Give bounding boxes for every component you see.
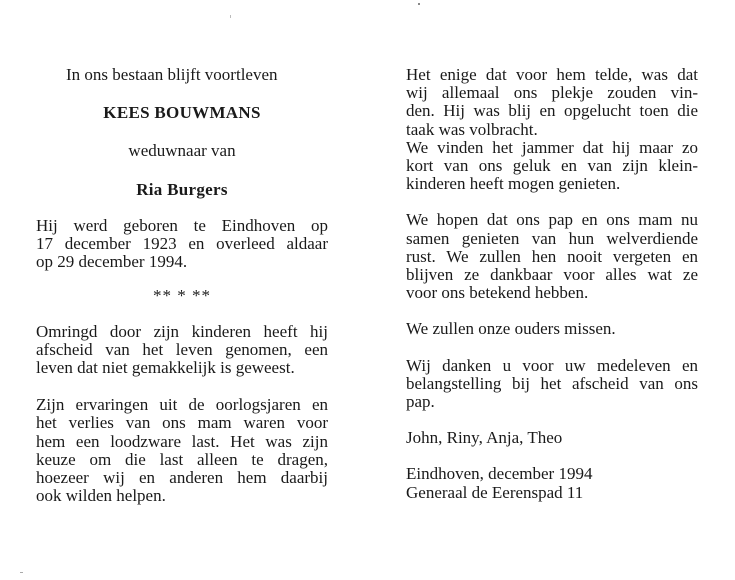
text-line: Zijn ervaringen uit de oorlogsjaren en — [36, 395, 328, 415]
spouse-name: Ria Burgers — [136, 179, 228, 199]
text-line: blijven ze dankbaar voor alles wat ze — [406, 265, 698, 285]
text-line: 17 december 1923 en overleed aldaar — [36, 234, 328, 254]
text-line: keuze om die last alleen te dragen, — [36, 449, 328, 469]
text-line: Omringd door zijn kinderen heeft hij — [36, 321, 328, 341]
text-line: leven dat niet gemakkelijk is geweest. — [36, 358, 295, 378]
experiences-paragraph — [36, 396, 328, 505]
scan-speck — [418, 3, 420, 5]
miss-line: We zullen onze ouders missen. — [406, 319, 616, 339]
stars-divider: ** * ** — [153, 286, 211, 306]
intro-line: In ons bestaan blijft voortleven — [66, 65, 278, 84]
birth-death-paragraph — [36, 217, 328, 272]
text-line: rust. We zullen hen nooit vergeten en — [406, 246, 698, 266]
place-date-line: Eindhoven, december 1994 — [406, 464, 593, 484]
hope-paragraph — [406, 211, 698, 302]
text-line: Het enige dat voor hem telde, was dat — [406, 65, 698, 84]
text-line: het verlies van ons mam waren voor — [36, 413, 328, 433]
text-line: hem een loodzware last. Het was zijn — [36, 431, 328, 451]
text-line: samen genieten van hun welverdiende — [406, 228, 698, 248]
text-line: den. Hij was blij en opgelucht toen die — [406, 101, 698, 121]
text-line: Wij danken u voor uw medeleven en — [406, 355, 698, 375]
text-line: op 29 december 1994. — [36, 252, 188, 272]
relation-line: weduwnaar van — [128, 141, 236, 161]
left-column — [36, 66, 328, 505]
text-line: Hij werd geboren te Eindhoven op — [36, 215, 328, 235]
text-line: afscheid van het leven genomen, een — [36, 339, 328, 359]
life-paragraph — [36, 323, 328, 378]
text-line: pap. — [406, 392, 435, 412]
text-line: We vinden het jammer dat hij maar zo — [406, 137, 698, 157]
text-line: kort van ons geluk en van zijn klein- — [406, 156, 698, 176]
text-line: hoezeer wij en anderen hem daarbij — [36, 468, 328, 488]
scan-speck — [20, 572, 23, 573]
text-line: voor ons betekend hebben. — [406, 283, 589, 303]
signature-line: John, Riny, Anja, Theo — [406, 428, 563, 448]
thanks-paragraph — [406, 357, 698, 412]
right-column — [406, 66, 698, 502]
text-line: ook wilden helpen. — [36, 486, 166, 506]
text-line: kinderen heeft mogen genieten. — [406, 174, 621, 194]
text-line: taak was volbracht. — [406, 119, 538, 139]
address-line: Generaal de Eerenspad 11 — [406, 482, 584, 502]
address-block — [406, 465, 698, 501]
scan-speck — [230, 15, 231, 18]
text-line: We hopen dat ons pap en ons mam nu — [406, 210, 698, 230]
meaning-paragraph — [406, 66, 698, 193]
text-line: wij allemaal ons plekje zouden vin- — [406, 83, 698, 103]
deceased-name: KEES BOUWMANS — [103, 103, 261, 123]
text-line: belangstelling bij het afscheid van ons — [406, 373, 698, 393]
